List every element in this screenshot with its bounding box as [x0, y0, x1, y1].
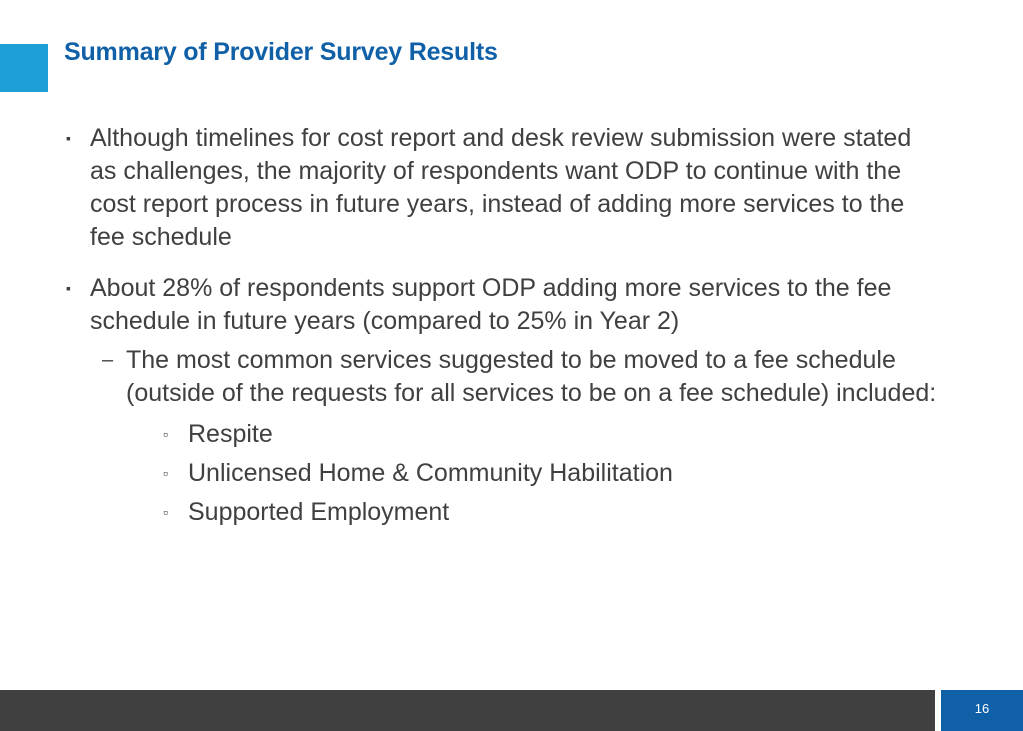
hollow-square-bullet-icon: ▫ [163, 465, 168, 481]
service-text: Respite [188, 420, 273, 448]
bullet-item [60, 122, 940, 254]
bullet-item [60, 272, 940, 338]
bullet-text: Although timelines for cost report and desk review submission were stated as challenges, the majority of respondents want ODP to continue with the cost report process in future years, instead of adding more services to the fee schedule [90, 124, 912, 251]
footer-bar [0, 690, 935, 731]
sub-bullet-item [60, 344, 940, 410]
square-bullet-icon: ▪ [66, 130, 71, 146]
page-number: 16 [941, 690, 1023, 731]
service-text: Supported Employment [188, 498, 450, 526]
hollow-square-bullet-icon: ▫ [163, 426, 168, 442]
square-bullet-icon: ▪ [66, 280, 71, 296]
slide-content [60, 122, 940, 535]
sub-bullet-text: The most common services suggested to be moved to a fee schedule (outside of the requests for all services to be on a fee schedule) included: [126, 346, 937, 407]
dash-bullet-icon: – [102, 349, 114, 371]
title-accent-square [0, 44, 48, 92]
slide-title: Summary of Provider Survey Results [64, 38, 498, 66]
service-text: Unlicensed Home & Community Habilitation [188, 459, 673, 487]
service-list-item [60, 418, 940, 451]
hollow-square-bullet-icon: ▫ [163, 504, 168, 520]
service-list-item [60, 496, 940, 529]
service-list-item [60, 457, 940, 490]
bullet-text: About 28% of respondents support ODP adding more services to the fee schedule in future years (compared to 25% in Year 2) [90, 274, 892, 335]
